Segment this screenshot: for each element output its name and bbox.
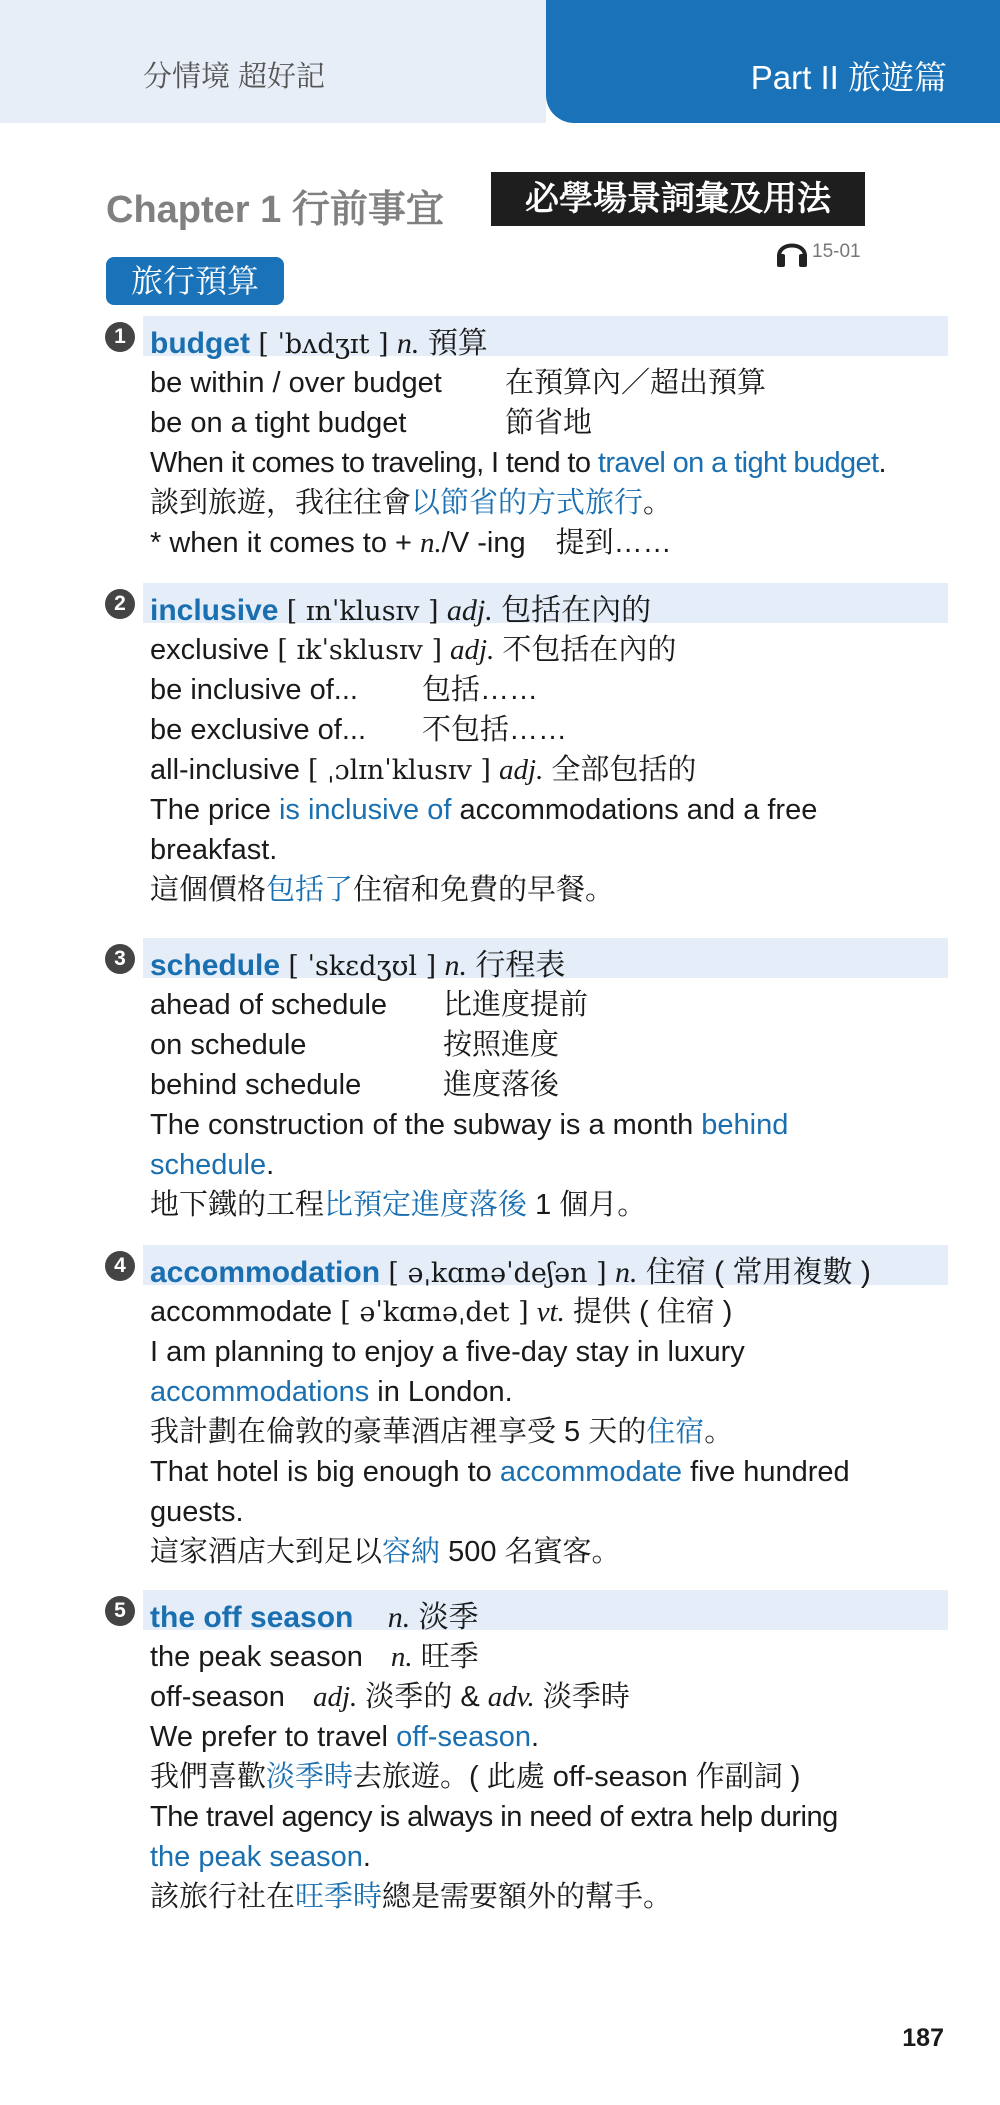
highlight-text: 淡季時 bbox=[266, 1761, 354, 1793]
pronunciation: [ əˌkɑməˈdeʃən ] bbox=[388, 1258, 607, 1289]
note-text: /V -ing bbox=[441, 527, 526, 559]
example-text: When it comes to traveling, I tend to bbox=[150, 447, 598, 479]
part-of-speech: vt. bbox=[536, 1296, 565, 1328]
related-word: all-inclusive bbox=[150, 754, 300, 786]
chapter-tag: 必學場景詞彙及用法 bbox=[491, 172, 865, 226]
example-sentence-cont: breakfast. bbox=[150, 834, 278, 866]
pronunciation: [ ˈbʌdʒɪt ] bbox=[258, 329, 389, 360]
highlight-text: off-season bbox=[396, 1721, 531, 1753]
translation-text: 我們喜歡 bbox=[150, 1761, 267, 1793]
highlight-text: 以節省的方式旅行 bbox=[411, 487, 644, 519]
related-word: the peak season bbox=[150, 1641, 363, 1673]
related-word-line bbox=[150, 1292, 732, 1333]
headword-line bbox=[150, 585, 651, 629]
audio-track bbox=[775, 236, 861, 268]
related-word: accommodate bbox=[150, 1296, 333, 1328]
meaning: 淡季時 bbox=[542, 1681, 630, 1713]
highlight-text: travel on a tight budget bbox=[597, 447, 879, 479]
highlight-text: 旺季時 bbox=[295, 1881, 383, 1913]
entry-number: 3 bbox=[105, 944, 135, 974]
related-word-line bbox=[150, 1637, 479, 1677]
part-of-speech: adj. bbox=[450, 634, 495, 666]
example-text: . bbox=[362, 1841, 371, 1873]
phrase-meaning: 不包括…… bbox=[422, 714, 568, 746]
entry-number: 1 bbox=[105, 322, 135, 352]
series-title: 分情境 超好記 bbox=[143, 61, 326, 93]
example-text: in London. bbox=[369, 1376, 513, 1408]
phrase: on schedule bbox=[150, 1029, 307, 1061]
highlight-text: accommodate bbox=[499, 1456, 683, 1488]
example-sentence-cont bbox=[150, 1837, 371, 1877]
note-pos: n. bbox=[420, 527, 442, 559]
example-text: The construction of the subway is a month bbox=[150, 1109, 702, 1141]
phrase-meaning: 比進度提前 bbox=[443, 989, 589, 1021]
meaning: 旺季 bbox=[420, 1641, 479, 1673]
related-word-line bbox=[150, 750, 696, 791]
section-title: Part II 旅遊篇 bbox=[750, 59, 947, 96]
example-sentence-cont bbox=[150, 1145, 274, 1185]
example-translation bbox=[150, 1877, 672, 1917]
example-translation bbox=[150, 483, 672, 523]
translation-text: 我計劃在倫敦的豪華酒店裡享受 5 天的 bbox=[150, 1416, 647, 1448]
pronunciation: [ ɪnˈklusɪv ] bbox=[286, 596, 439, 627]
example-translation bbox=[150, 1185, 646, 1225]
example-text: . bbox=[878, 447, 886, 479]
example-sentence bbox=[150, 790, 817, 830]
part-of-speech: adv. bbox=[487, 1681, 535, 1713]
phrase: be on a tight budget bbox=[150, 407, 407, 439]
highlight-text: is inclusive of bbox=[278, 794, 452, 826]
translation-text: 。 bbox=[643, 487, 673, 519]
example-translation bbox=[150, 1532, 621, 1572]
pronunciation: [ ɪkˈsklusɪv ] bbox=[277, 635, 442, 666]
phrase-line bbox=[150, 1025, 559, 1065]
phrase: be exclusive of... bbox=[150, 714, 366, 746]
meaning: 全部包括的 bbox=[551, 754, 697, 786]
meaning: 淡季 bbox=[418, 1601, 479, 1634]
chapter-title: Chapter 1 行前事宜 bbox=[106, 189, 444, 231]
entry-number: 5 bbox=[105, 1596, 135, 1626]
translation-text: 500 名賓客。 bbox=[440, 1536, 621, 1568]
translation-text: 該旅行社在 bbox=[150, 1881, 296, 1913]
header-left-band bbox=[0, 0, 546, 123]
phrase-line bbox=[150, 363, 766, 403]
meaning: 不包括在內的 bbox=[502, 634, 677, 666]
example-text: The price bbox=[150, 794, 279, 826]
entry-number: 2 bbox=[105, 589, 135, 619]
related-word: exclusive bbox=[150, 634, 270, 666]
usage-note bbox=[150, 523, 672, 563]
part-of-speech: adj. bbox=[446, 594, 493, 627]
highlight-text: behind bbox=[701, 1109, 789, 1141]
phrase-meaning: 按照進度 bbox=[443, 1029, 560, 1061]
part-of-speech: n. bbox=[614, 1256, 638, 1289]
headword-line bbox=[150, 940, 565, 984]
translation-text: 去旅遊。( 此處 off-season 作副詞 ) bbox=[353, 1761, 801, 1793]
meaning: 淡季的 & bbox=[365, 1681, 488, 1713]
translation-text: 住宿和免費的早餐。 bbox=[353, 874, 615, 906]
translation-text: 談到旅遊，我往往會 bbox=[150, 487, 412, 519]
headphones-icon bbox=[775, 236, 809, 268]
note-meaning: 提到…… bbox=[555, 527, 672, 559]
example-sentence-cont bbox=[150, 1372, 513, 1412]
translation-text: 總是需要額外的幫手。 bbox=[382, 1881, 673, 1913]
pronunciation: [ əˈkɑməˌdet ] bbox=[340, 1297, 529, 1328]
part-of-speech: adj. bbox=[312, 1681, 358, 1713]
part-of-speech: n. bbox=[390, 1641, 413, 1673]
example-text: That hotel is big enough to bbox=[150, 1456, 500, 1488]
meaning: 預算 bbox=[427, 327, 488, 360]
example-translation bbox=[150, 870, 614, 910]
note-star: * bbox=[150, 527, 162, 559]
example-sentence: The travel agency is always in need of extra help during bbox=[150, 1801, 838, 1833]
highlight-text: 住宿 bbox=[646, 1416, 705, 1448]
highlight-text: accommodations bbox=[150, 1376, 370, 1408]
example-sentence bbox=[150, 1105, 788, 1145]
pronunciation: [ ˈskɛdʒʊl ] bbox=[288, 951, 437, 982]
example-sentence-cont: guests. bbox=[150, 1496, 244, 1528]
example-text: We prefer to travel bbox=[150, 1721, 397, 1753]
translation-text: 1 個月。 bbox=[527, 1189, 647, 1221]
headword: accommodation bbox=[150, 1256, 381, 1289]
headword: inclusive bbox=[150, 594, 279, 627]
example-sentence bbox=[150, 443, 886, 483]
highlight-text: 容納 bbox=[382, 1536, 441, 1568]
part-of-speech: adj. bbox=[499, 754, 544, 786]
part-of-speech: n. bbox=[444, 949, 468, 982]
related-word-line bbox=[150, 630, 676, 671]
entry-number: 4 bbox=[105, 1251, 135, 1281]
highlight-text: 比預定進度落後 bbox=[324, 1189, 528, 1221]
translation-text: 這家酒店大到足以 bbox=[150, 1536, 383, 1568]
phrase-line bbox=[150, 985, 588, 1025]
related-word-line bbox=[150, 1677, 630, 1717]
phrase-line bbox=[150, 403, 592, 443]
page-number: 187 bbox=[902, 2024, 944, 2052]
phrase-line bbox=[150, 1065, 559, 1105]
highlight-text: schedule bbox=[150, 1149, 267, 1181]
meaning: 行程表 bbox=[475, 949, 566, 982]
part-of-speech: n. bbox=[396, 327, 420, 360]
note-text: when it comes to + bbox=[161, 527, 421, 559]
header-right-band bbox=[546, 0, 1000, 123]
translation-text: 。 bbox=[704, 1416, 734, 1448]
phrase-line bbox=[150, 710, 567, 750]
headword-line bbox=[150, 1247, 871, 1291]
example-text: . bbox=[266, 1149, 275, 1181]
audio-code: 15-01 bbox=[812, 241, 861, 262]
translation-text: 這個價格 bbox=[150, 874, 267, 906]
example-text: . bbox=[530, 1721, 540, 1753]
translation-text: 地下鐵的工程 bbox=[150, 1189, 325, 1221]
headword-line bbox=[150, 1592, 479, 1636]
highlight-text: 包括了 bbox=[266, 874, 354, 906]
example-text: accommodations and a free bbox=[451, 794, 818, 826]
meaning: 提供 ( 住宿 ) bbox=[572, 1296, 733, 1328]
headword: the off season bbox=[150, 1601, 354, 1634]
phrase: be within / over budget bbox=[150, 367, 442, 399]
example-sentence bbox=[150, 1717, 539, 1757]
headword-line bbox=[150, 318, 488, 362]
highlight-text: the peak season bbox=[150, 1841, 363, 1873]
example-text: five hundred bbox=[682, 1456, 850, 1488]
meaning: 包括在內的 bbox=[501, 594, 652, 627]
part-of-speech: n. bbox=[387, 1601, 411, 1634]
phrase-line bbox=[150, 670, 538, 710]
example-sentence bbox=[150, 1452, 850, 1492]
phrase-meaning: 包括…… bbox=[422, 674, 539, 706]
phrase-meaning: 在預算內／超出預算 bbox=[505, 367, 767, 399]
example-translation bbox=[150, 1412, 733, 1452]
headword: schedule bbox=[150, 949, 281, 982]
phrase-meaning: 進度落後 bbox=[443, 1069, 560, 1101]
meaning: 住宿 ( 常用複數 ) bbox=[645, 1256, 871, 1289]
phrase: ahead of schedule bbox=[150, 989, 388, 1021]
phrase: behind schedule bbox=[150, 1069, 362, 1101]
topic-badge: 旅行預算 bbox=[106, 257, 284, 305]
phrase: be inclusive of... bbox=[150, 674, 358, 706]
example-translation bbox=[150, 1757, 800, 1797]
related-word: off-season bbox=[150, 1681, 285, 1713]
pronunciation: [ ˌɔlɪnˈklusɪv ] bbox=[307, 755, 491, 786]
example-sentence: I am planning to enjoy a five-day stay in luxury bbox=[150, 1336, 745, 1368]
headword: budget bbox=[150, 327, 250, 360]
phrase-meaning: 節省地 bbox=[505, 407, 593, 439]
